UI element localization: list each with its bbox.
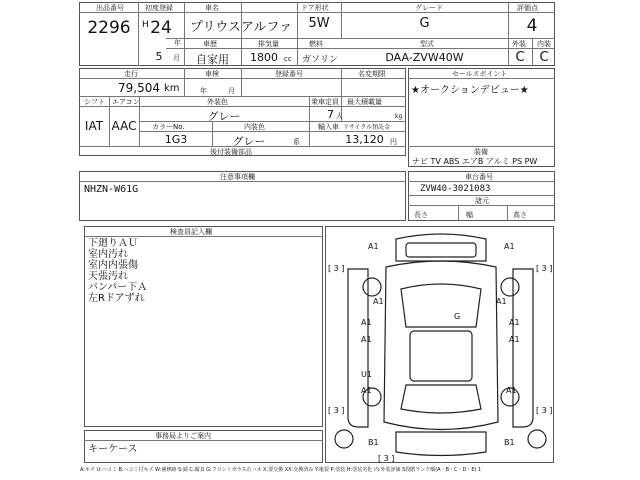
cc-value: 1800 — [250, 51, 278, 64]
first-reg-label: 初度登録 — [145, 4, 173, 12]
reg-no-label: 登録番号 — [275, 70, 303, 78]
mark-lbracket-bottom: [ 3 ] — [328, 406, 345, 415]
equipment-value: ナビ TV ABS エアB アルミ PS PW — [412, 157, 538, 166]
selling-value: ★オークションデビュー★ — [411, 85, 529, 96]
recycle-unit: 円 — [390, 138, 397, 146]
inspection-label: 車検 — [205, 70, 219, 78]
inspector-line: 室内内張傷 — [88, 260, 138, 271]
inspector-label: 検査員記入欄 — [170, 228, 212, 236]
month-value: 5 — [155, 50, 163, 63]
inspector-line: バンパー下Ａ — [88, 282, 148, 293]
load-label: 最大積載量 — [347, 98, 382, 106]
interior-value: グレー — [232, 135, 266, 148]
load-unit: kg — [395, 113, 403, 120]
mark-bottom-left: B1 — [368, 438, 379, 447]
year-value: 24 — [150, 18, 172, 38]
import-label: 輸入車 — [318, 123, 339, 131]
mark-front-left: A1 — [368, 242, 379, 251]
inspection-month: 月 — [228, 87, 235, 95]
width-label: 幅 — [466, 211, 473, 219]
mark-door-right-1: A1 — [509, 318, 520, 327]
color-no-value: 1G3 — [164, 133, 188, 146]
name-change-label: 名変期限 — [358, 70, 386, 78]
mark-rear-left: A1 — [361, 386, 372, 395]
grade-label: グレード — [415, 4, 443, 12]
mark-fender-left: A1 — [373, 297, 384, 306]
interior-unit: 系 — [293, 138, 300, 146]
doors-label: ドア形状 — [301, 4, 329, 12]
mileage-unit: km — [164, 83, 180, 94]
mark-front-right: A1 — [504, 242, 515, 251]
inspector-notes — [88, 238, 147, 304]
name-value: プリウスアルファ — [189, 20, 293, 35]
usage-label: 車歴 — [203, 40, 217, 48]
doors-value: 5W — [308, 16, 330, 31]
model-value: DAA-ZVW40W — [385, 51, 464, 64]
mark-door-left-2: A1 — [361, 335, 372, 344]
footer-legend: A:キズ U:ヘコミ B:ヘコミ付キズ W:補修跡 S:錆 C:腐食 G:フロントガラス石ハネ X:要交換 XX:交換済み Y:亀裂 P:塗装 H:塗装劣化 内:外装評価 5段階ランク順(A・B・C・D・E) 1 — [80, 467, 482, 473]
equipment-label: 装備 — [474, 148, 488, 156]
ext-label: 外装 — [512, 40, 526, 48]
mark-roof: G — [454, 312, 461, 321]
mark-bottom-right: B1 — [504, 438, 515, 447]
ac-value: AAC — [111, 119, 137, 133]
score-label: 評価点 — [517, 4, 538, 12]
car-outline-svg — [326, 227, 555, 464]
mark-bottom: [ 3 ] — [378, 454, 395, 463]
car-diagram — [325, 226, 554, 463]
year-unit: 年 — [174, 39, 181, 47]
int-value: C — [539, 50, 549, 65]
mark-fender-right: A1 — [496, 297, 507, 306]
shift-label: シフト — [84, 98, 105, 106]
office-value: キーケース — [88, 444, 138, 455]
ac-label: エアコン — [112, 98, 140, 106]
color-label: 外装色 — [207, 98, 228, 106]
name-label: 車名 — [205, 4, 219, 12]
model-label: 型式 — [420, 40, 434, 48]
lot-label: 出品番号 — [96, 4, 124, 12]
lot-value: 2296 — [87, 18, 131, 38]
inspector-line: 天張汚れ — [88, 271, 128, 282]
seats-value: 7 — [327, 108, 334, 121]
era: H — [142, 20, 149, 30]
mark-rear-left-u: U1 — [361, 370, 372, 379]
length-label: 長さ — [414, 211, 428, 219]
mark-door-left-1: A1 — [361, 318, 372, 327]
recycle-label: リサイクル預託金 — [343, 124, 391, 131]
height-label: 高さ — [513, 211, 527, 219]
shift-value: IAT — [84, 119, 104, 133]
mark-rbracket-top: [ 3 ] — [536, 264, 553, 273]
mark-lbracket-top: [ 3 ] — [328, 264, 345, 273]
inspection-year: 年 — [200, 87, 207, 95]
seats-unit: 人 — [336, 112, 343, 120]
chassis-value: ZVW40-3021083 — [420, 184, 491, 194]
int-label: 内装 — [537, 40, 551, 48]
mark-door-right-2: A1 — [509, 335, 520, 344]
fuel-value: ガソリン — [301, 55, 338, 65]
fuel-label: 燃料 — [309, 40, 323, 48]
grade-value: G — [419, 16, 430, 31]
inspector-line: 室内汚れ — [88, 249, 128, 260]
options-label: 後付装備部品 — [210, 148, 252, 156]
cc-label: 排気量 — [258, 40, 279, 48]
dims-label: 諸元 — [475, 197, 489, 205]
score-value: 4 — [526, 16, 538, 36]
color-no-label: カラーNo. — [152, 123, 185, 131]
month-unit: 月 — [173, 54, 180, 62]
notes-label: 注意事項欄 — [220, 173, 255, 181]
interior-label: 内装色 — [244, 123, 265, 131]
mark-rear-right: A1 — [506, 386, 517, 395]
mileage-label: 走行 — [124, 70, 138, 78]
recycle-value: 13,120 — [345, 133, 384, 146]
selling-label: セールスポイント — [452, 70, 508, 78]
chassis-label: 車台番号 — [465, 173, 493, 181]
notes-value: NHZN-W61G — [84, 184, 139, 195]
office-label: 事務局よりご案内 — [155, 432, 211, 440]
ext-value: C — [515, 50, 525, 65]
seats-label: 乗車定員 — [311, 98, 339, 106]
color-value: グレー — [207, 110, 241, 123]
mileage-value: 79,504 — [118, 81, 160, 95]
usage-value: 自家用 — [196, 53, 229, 66]
mark-rbracket-bottom: [ 3 ] — [536, 406, 553, 415]
inspector-line: 左Rドアずれ — [88, 293, 145, 304]
cc-unit: cc — [284, 55, 292, 63]
inspector-line: 下廻りＡＵ — [88, 238, 138, 249]
